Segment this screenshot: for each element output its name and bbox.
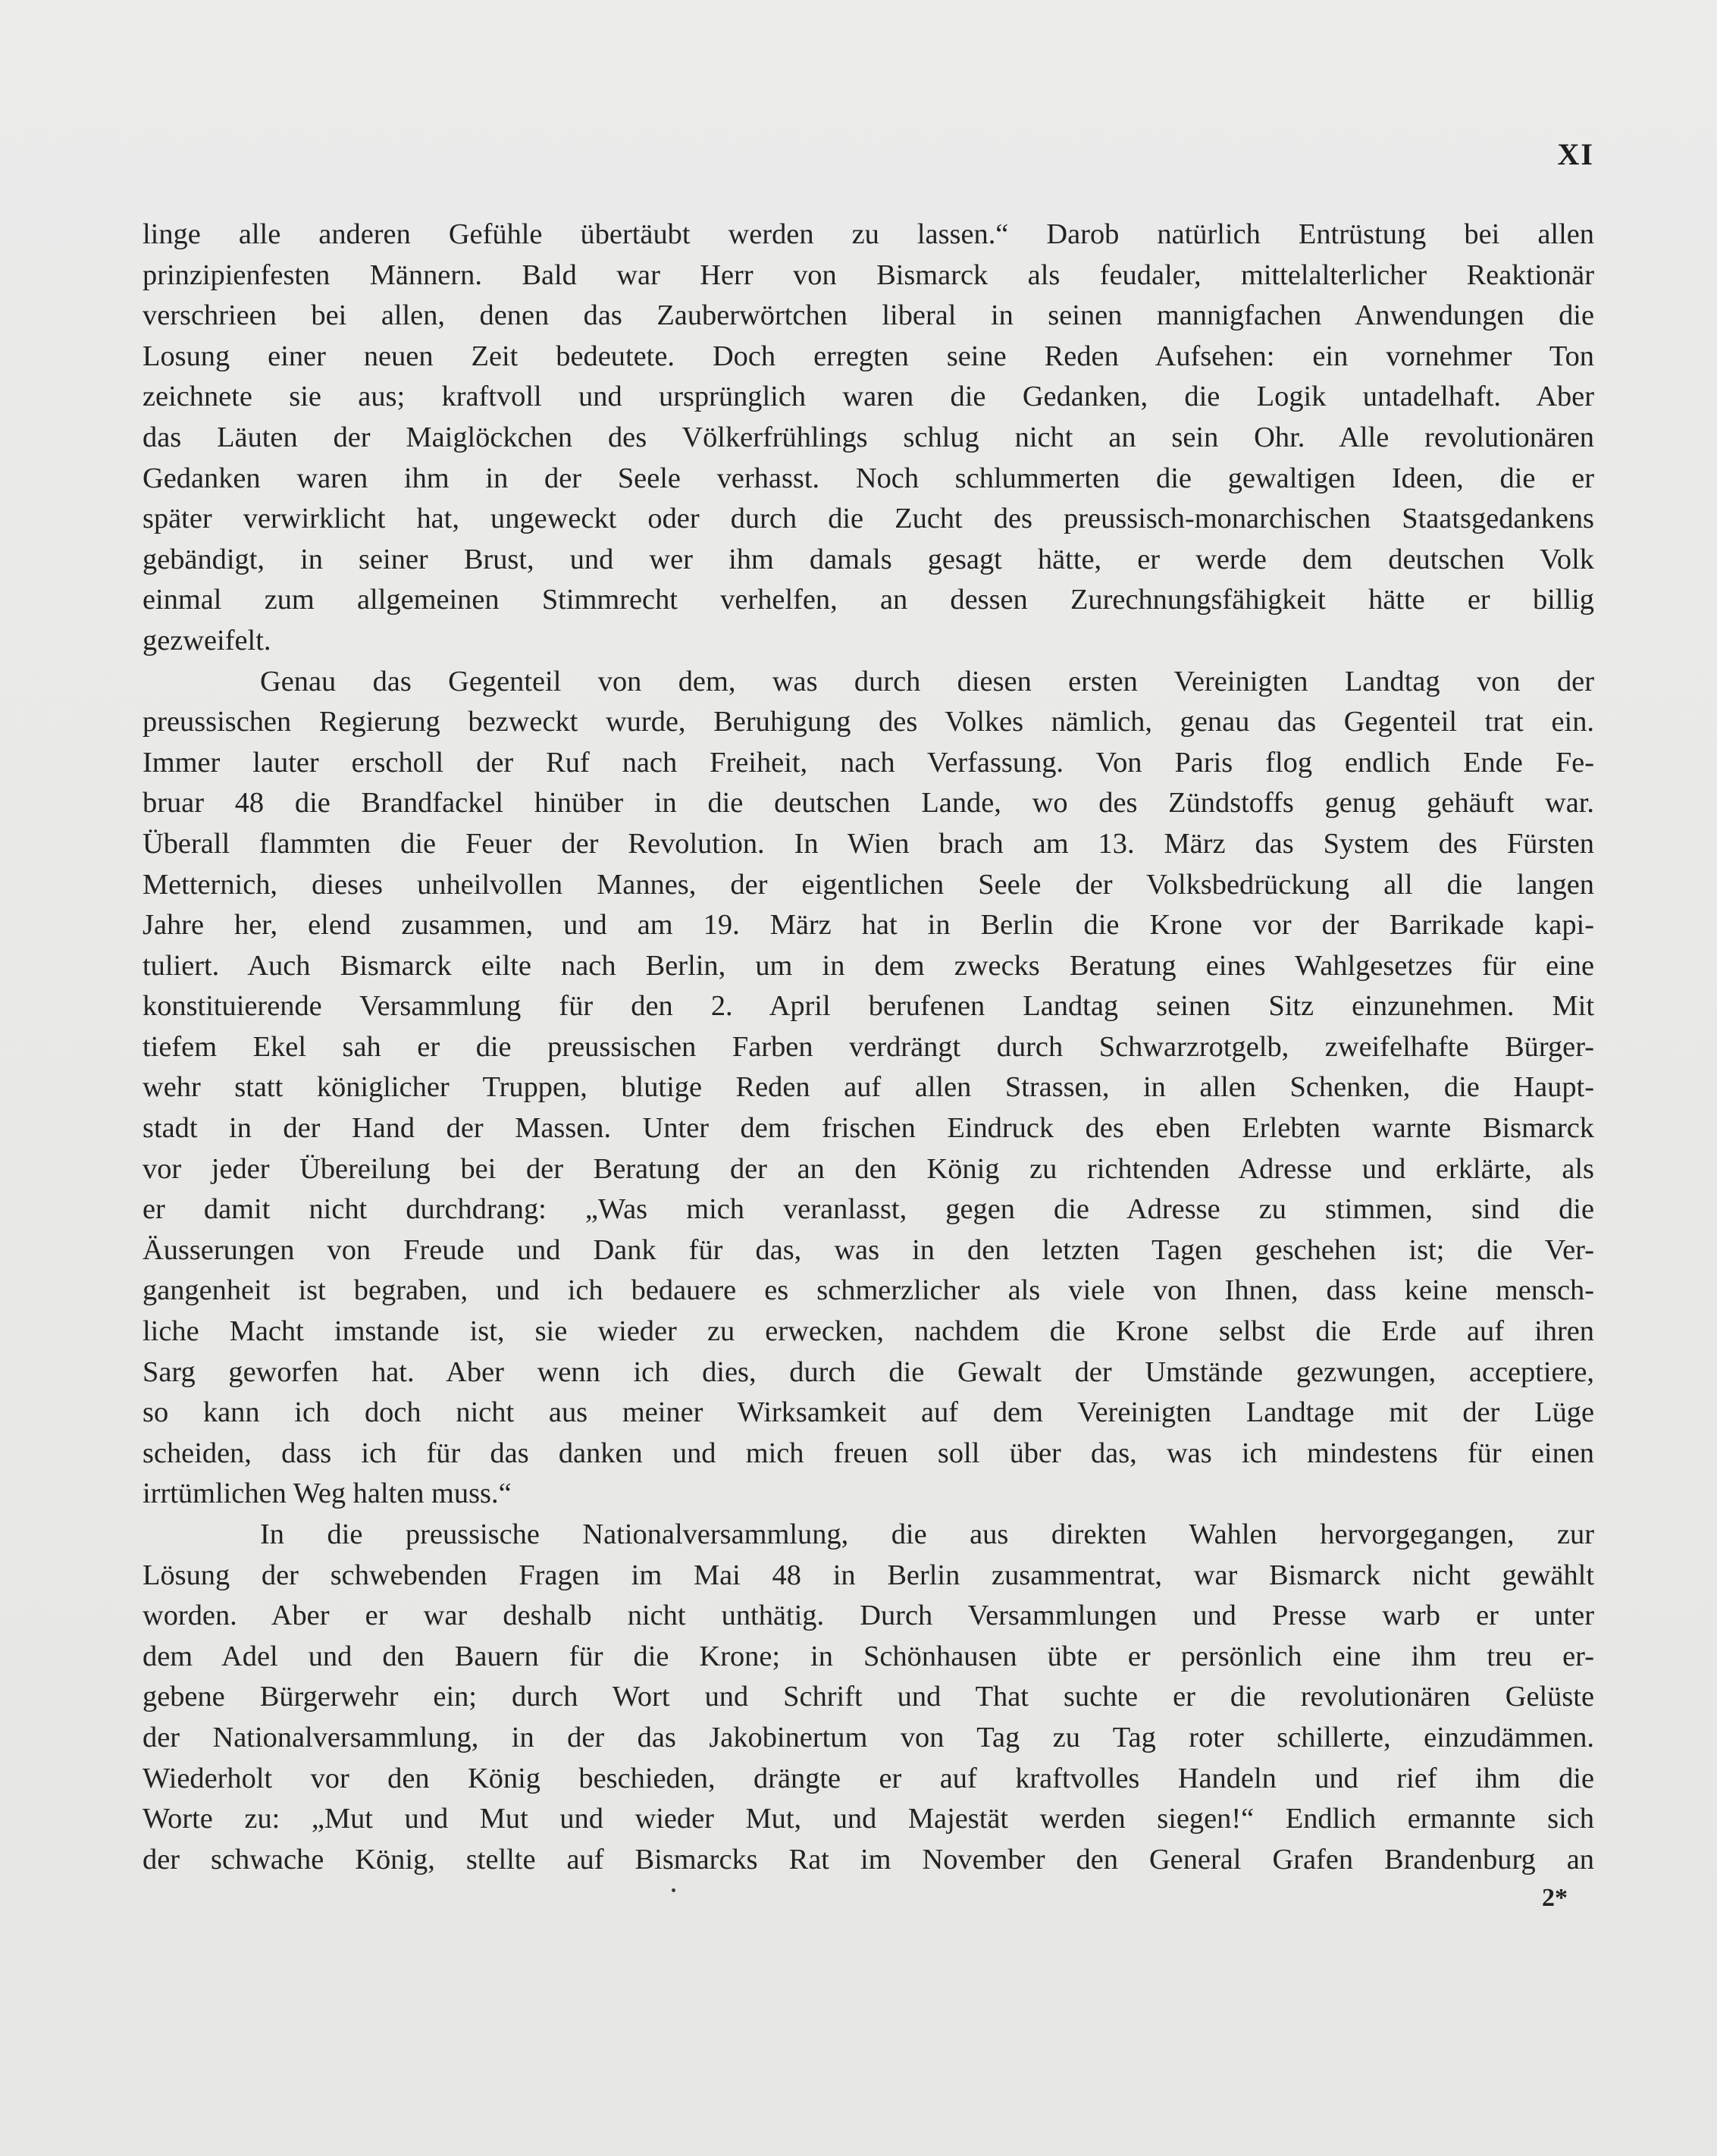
text-line: verschrieen bei allen, denen das Zauberwörtchen liberal in seinen mannigfachen Anwendungen die — [143, 299, 1594, 332]
text-line: Lösung der schwebenden Fragen im Mai 48 in Berlin zusammentrat, war Bismarck nicht gewählt — [143, 1559, 1594, 1591]
print-speck — [672, 1888, 675, 1892]
text-line: Losung einer neuen Zeit bedeutete. Doch erregten seine Reden Aufsehen: ein vornehmer Ton — [143, 340, 1594, 372]
text-line: stadt in der Hand der Massen. Unter dem frischen Eindruck des eben Erlebten warnte Bismarck — [143, 1112, 1594, 1145]
text-line: gebändigt, in seiner Brust, und wer ihm damals gesagt hätte, er werde dem deutschen Volk — [143, 543, 1594, 575]
text-line: das Läuten der Maiglöckchen des Völkerfrühlings schlug nicht an sein Ohr. Alle revolutionären — [143, 421, 1594, 453]
text-line: tiefem Ekel sah er die preussischen Farben verdrängt durch Schwarzrotgelb, zweifelhafte Bürger- — [143, 1030, 1594, 1063]
text-line: dem Adel und den Bauern für die Krone; in Schönhausen übte er persönlich eine ihm treu er- — [143, 1640, 1594, 1672]
text-line: Wiederholt vor den König beschieden, drängte er auf kraftvolles Handeln und rief ihm die — [143, 1762, 1594, 1794]
text-line: gangenheit ist begraben, und ich bedauere es schmerzlicher als viele von Ihnen, dass keine mensch- — [143, 1274, 1594, 1307]
text-line: der schwache König, stellte auf Bismarcks Rat im November den General Grafen Brandenburg an — [143, 1843, 1594, 1876]
text-line-paragraph-end: gezweifelt. — [143, 624, 271, 657]
text-line: preussischen Regierung bezweckt wurde, Beruhigung des Volkes nämlich, genau das Gegenteil trat ein. — [143, 706, 1594, 738]
text-line: Überall flammten die Feuer der Revolution. In Wien brach am 13. März das System des Fürsten — [143, 827, 1594, 860]
text-line: Gedanken waren ihm in der Seele verhasst. Noch schlummerten die gewaltigen Ideen, die er — [143, 462, 1594, 494]
text-line: konstituierende Versammlung für den 2. April berufenen Landtag seinen Sitz einzunehmen. Mit — [143, 990, 1594, 1023]
text-line: vor jeder Übereilung bei der Beratung der an den König zu richtenden Adresse und erklärte, als — [143, 1152, 1594, 1185]
text-line: Jahre her, elend zusammen, und am 19. März hat in Berlin die Krone vor der Barrikade kapi- — [143, 909, 1594, 942]
page-number: XI — [1557, 137, 1594, 171]
text-line: prinzipienfesten Männern. Bald war Herr von Bismarck als feudaler, mittelalterlicher Reaktionär — [143, 259, 1594, 291]
text-line: Immer lauter erscholl der Ruf nach Freiheit, nach Verfassung. Von Paris flog endlich Ende Fe- — [143, 746, 1594, 779]
text-line: worden. Aber er war deshalb nicht unthätig. Durch Versammlungen und Presse warb er unter — [143, 1600, 1594, 1632]
text-line: der Nationalversammlung, in der das Jakobinertum von Tag zu Tag roter schillerte, einzudämmen. — [143, 1721, 1594, 1753]
text-line-paragraph-start: Genau das Gegenteil von dem, was durch diesen ersten Vereinigten Landtag von der — [260, 665, 1594, 697]
text-line: wehr statt königlicher Truppen, blutige Reden auf allen Strassen, in allen Schenken, die Haupt- — [143, 1071, 1594, 1104]
text-line: so kann ich doch nicht aus meiner Wirksamkeit auf dem Vereinigten Landtage mit der Lüge — [143, 1396, 1594, 1429]
text-line-paragraph-start: In die preussische Nationalversammlung, die aus direkten Wahlen hervorgegangen, zur — [260, 1518, 1594, 1550]
text-line: linge alle anderen Gefühle übertäubt werden zu lassen.“ Darob natürlich Entrüstung bei allen — [143, 218, 1594, 250]
text-line: Worte zu: „Mut und Mut und wieder Mut, und Majestät werden siegen!“ Endlich ermannte sich — [143, 1803, 1594, 1835]
text-line-paragraph-end: irrtümlichen Weg halten muss.“ — [143, 1478, 512, 1510]
body-text — [143, 215, 1594, 1880]
text-line: tuliert. Auch Bismarck eilte nach Berlin, um in dem zwecks Beratung eines Wahlgesetzes für eine — [143, 949, 1594, 982]
text-line: zeichnete sie aus; kraftvoll und ursprünglich waren die Gedanken, die Logik untadelhaft. Aber — [143, 381, 1594, 413]
text-line: gebene Bürgerwehr ein; durch Wort und Schrift und That suchte er die revolutionären Gelüste — [143, 1681, 1594, 1713]
text-line: einmal zum allgemeinen Stimmrecht verhelfen, an dessen Zurechnungsfähigkeit hätte er billig — [143, 584, 1594, 616]
signature-mark: 2* — [1542, 1884, 1568, 1912]
text-line: er damit nicht durchdrang: „Was mich veranlasst, gegen die Adresse zu stimmen, sind die — [143, 1193, 1594, 1226]
text-line: bruar 48 die Brandfackel hinüber in die deutschen Lande, wo des Zündstoffs genug gehäuft war. — [143, 787, 1594, 819]
text-line: liche Macht imstande ist, sie wieder zu erwecken, nachdem die Krone selbst die Erde auf ihren — [143, 1315, 1594, 1348]
text-line: scheiden, dass ich für das danken und mich freuen soll über das, was ich mindestens für einen — [143, 1437, 1594, 1469]
text-line: Äusserungen von Freude und Dank für das, was in den letzten Tagen geschehen ist; die Ver- — [143, 1233, 1594, 1266]
text-line: später verwirklicht hat, ungeweckt oder durch die Zucht des preussisch-monarchischen Staatsgedankens — [143, 503, 1594, 535]
text-line: Metternich, dieses unheilvollen Mannes, der eigentlichen Seele der Volksbedrückung all die langen — [143, 868, 1594, 901]
text-line: Sarg geworfen hat. Aber wenn ich dies, durch die Gewalt der Umstände gezwungen, acceptiere, — [143, 1355, 1594, 1388]
